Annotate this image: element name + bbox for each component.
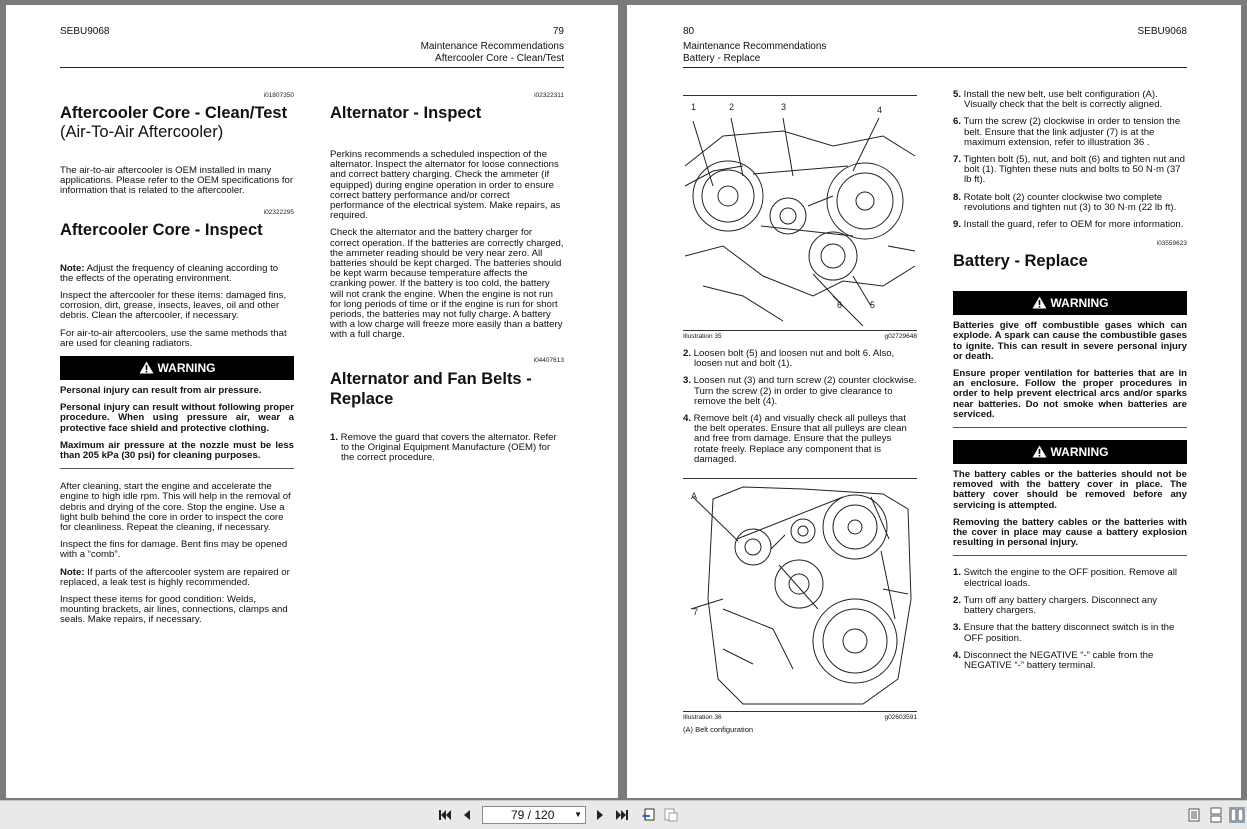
engine-belt-drawing xyxy=(683,96,917,330)
callout-2: 2 xyxy=(729,102,735,112)
section-title: Alternator - Inspect xyxy=(330,104,482,122)
section-title: Aftercooler Core - Inspect xyxy=(60,220,263,239)
warning-text: Maximum air pressure at the nozzle must be less than 205 kPa (30 psi) for cleaning purposes. xyxy=(60,439,294,462)
note-paragraph xyxy=(60,264,294,284)
warning-triangle-icon xyxy=(1032,296,1047,309)
continuous-view-icon xyxy=(1208,807,1224,823)
procedure-step xyxy=(953,117,1187,148)
next-page-button[interactable] xyxy=(592,807,608,823)
go-forward-icon xyxy=(663,807,679,823)
step-number: 2. xyxy=(953,594,962,606)
note-text: If parts of the aftercooler system are repaired or replaced, a leak test is highly recommended. xyxy=(60,566,290,588)
procedure-step xyxy=(330,433,564,464)
doc-ref-id: i02322311 xyxy=(534,92,564,99)
step-text: Turn off any battery chargers. Disconnect any battery chargers. xyxy=(961,594,1158,617)
procedure-step xyxy=(953,651,1187,671)
callout-4: 4 xyxy=(877,105,883,115)
page-indicator: 79 / 120 xyxy=(511,808,555,822)
step-number: 5. xyxy=(953,89,962,100)
page-80 xyxy=(627,5,1241,798)
warning-text: Batteries give off combustible gases which can explode. A spark can cause the combustible gases to ignite. This can result in severe personal injury or death. xyxy=(953,320,1187,362)
step-number: 4. xyxy=(683,413,692,425)
paragraph: Inspect these items for good condition: Welds, mounting brackets, air lines, connections, clamps and seals. Make repairs, if necessary. xyxy=(60,594,288,626)
section-title xyxy=(60,104,294,142)
procedure-step xyxy=(683,349,917,369)
caption-label: Illustration 35 xyxy=(683,333,722,340)
paragraph: Inspect the aftercooler for these items: damaged fins, corrosion, dirt, grease, insects, leaves, oil and other debris. Clean the aftercooler, if necessary. xyxy=(60,290,287,322)
step-text: Install the guard, refer to OEM for more information. xyxy=(961,219,1184,231)
last-page-button[interactable] xyxy=(614,807,630,823)
next-page-icon xyxy=(592,807,608,823)
callout-7: 7 xyxy=(693,607,699,618)
doc-id: SEBU9068 xyxy=(60,26,110,37)
page-number-select[interactable] xyxy=(482,806,586,824)
header-section: Maintenance Recommendations xyxy=(683,41,827,52)
procedure-step xyxy=(953,220,1187,230)
paragraph: After cleaning, start the engine and accelerate the engine to high idle rpm. This will help in the removal of debris and drying of the core. Stop the engine. Use a light bulb behind the core in order to inspect the core for cleanliness. Repeat the cleaning, if necessary. xyxy=(60,481,291,534)
facing-pages-button[interactable] xyxy=(1229,807,1245,823)
callout-6: 6 xyxy=(837,300,843,310)
left-column-2 xyxy=(330,92,564,470)
doc-ref-id: i02322295 xyxy=(263,208,294,216)
step-text: Rotate bolt (2) counter clockwise two complete revolutions and tighten nut (3) to 30 N·m (22 lb ft). xyxy=(961,191,1177,213)
first-page-button[interactable] xyxy=(437,807,453,823)
go-forward-button[interactable] xyxy=(663,807,679,823)
paragraph: Perkins recommends a scheduled inspection of the alternator. Inspect the alternator for loose connections and correct battery charging. Check the ammeter (if equipped) during engine operation in order to ensure correct battery performance and/or correct performance of the electrical system. Make repairs, as required. xyxy=(330,149,561,222)
note-label: Note: xyxy=(60,262,85,274)
step-number: 2. xyxy=(683,348,692,359)
section-title: Battery - Replace xyxy=(953,252,1088,271)
warning-text: Removing the battery cables or the batteries with the cover in place may cause a battery explosion resulting in personal injury. xyxy=(953,516,1187,549)
step-text: Remove the guard that covers the alternator. Refer to the Original Equipment Manufacture (OEM) for the correct procedure. xyxy=(338,431,557,464)
step-text: Loosen nut (3) and turn screw (2) counter clockwise. Turn the screw (2) in order to give clearance to remove the belt (4). xyxy=(691,375,917,407)
left-column-1 xyxy=(60,92,294,633)
header-topic: Aftercooler Core - Clean/Test xyxy=(435,53,564,64)
warning-triangle-icon xyxy=(139,361,154,374)
step-text: Tighten bolt (5), nut, and bolt (6) and tighten nut and bolt (1). Tighten these nuts and bolts to 50 N·m (37 lb ft). xyxy=(961,154,1186,186)
step-number: 6. xyxy=(953,116,962,128)
procedure-step xyxy=(683,414,917,465)
warning-banner xyxy=(953,291,1187,315)
caption-label: Illustration 36 xyxy=(683,714,722,722)
step-text: Install the new belt, use belt configuration (A). Visually check that the belt is correctly aligned. xyxy=(961,89,1163,111)
note-paragraph xyxy=(60,568,294,588)
warning-end-rule xyxy=(60,468,294,469)
viewer-toolbar xyxy=(0,800,1247,829)
callout-a: A xyxy=(691,491,698,502)
step-number: 3. xyxy=(683,375,692,387)
doc-ref-id: i01807350 xyxy=(263,92,294,99)
doc-ref-id: i03559623 xyxy=(1156,240,1187,248)
step-number: 1. xyxy=(953,567,962,579)
caption-code: g02603591 xyxy=(884,714,917,722)
warning-label: WARNING xyxy=(1050,445,1109,460)
belt-configuration-drawing xyxy=(683,479,917,711)
page-number: 80 xyxy=(683,26,695,37)
single-page-view-icon xyxy=(1186,807,1202,823)
section-title-text: Aftercooler Core - Clean/Test xyxy=(60,104,288,122)
warning-label: WARNING xyxy=(157,361,216,376)
right-column-2 xyxy=(953,90,1187,678)
last-page-icon xyxy=(614,807,630,823)
step-text: Loosen bolt (5) and loosen nut and bolt 6. Also, loosen nut and bolt (1). xyxy=(691,348,895,370)
header-section: Maintenance Recommendations xyxy=(420,41,564,52)
caption-code: g02729648 xyxy=(884,333,917,340)
note-label: Note: xyxy=(60,566,85,578)
step-number: 7. xyxy=(953,154,962,166)
procedure-step xyxy=(953,596,1187,616)
procedure-step xyxy=(953,568,1187,588)
warning-text: Ensure proper ventilation for batteries that are in an enclosure. Follow the proper procedures in order to help prevent electrical arcs and/or sparks near batteries. Do not smoke when batteries are serviced. xyxy=(953,368,1187,420)
figure-legend: (A) Belt configuration xyxy=(683,725,754,735)
header-rule xyxy=(60,67,564,68)
section-title: Alternator and Fan Belts - Replace xyxy=(330,369,532,408)
header-rule xyxy=(683,67,1187,68)
right-column-1 xyxy=(683,95,917,734)
warning-banner xyxy=(60,356,294,380)
step-text: Disconnect the NEGATIVE “-” cable from the NEGATIVE “-” battery terminal. xyxy=(961,649,1154,671)
warning-end-rule xyxy=(953,555,1187,556)
step-number: 1. xyxy=(330,431,339,443)
figure-caption xyxy=(683,333,917,341)
procedure-step xyxy=(953,90,1187,110)
warning-text: Personal injury can result from air pressure. xyxy=(60,385,262,397)
warning-triangle-icon xyxy=(1032,445,1047,458)
header-topic: Battery - Replace xyxy=(683,53,761,64)
paragraph: The air-to-air aftercooler is OEM installed in many applications. Please refer to the OEM specifications for information that is related to the aftercooler. xyxy=(60,165,294,197)
step-text: Remove belt (4) and visually check all pulleys that the belt operates. Ensure that all pulleys are clean and free from damage. Ensure that the pulleys rotate freely. Replace any component that is damaged. xyxy=(691,413,907,465)
first-page-icon xyxy=(437,807,453,823)
facing-pages-icon xyxy=(1230,808,1244,822)
procedure-step xyxy=(953,623,1187,643)
previous-page-icon xyxy=(459,807,475,823)
step-number: 8. xyxy=(953,191,962,203)
illustration-36 xyxy=(683,478,917,712)
continuous-view-button[interactable] xyxy=(1208,807,1224,823)
go-back-button[interactable] xyxy=(640,807,656,823)
paragraph: Inspect the fins for damage. Bent fins may be opened with a “comb”. xyxy=(60,539,288,561)
go-back-icon xyxy=(640,807,656,823)
previous-page-button[interactable] xyxy=(459,807,475,823)
callout-3: 3 xyxy=(781,102,787,112)
procedure-step xyxy=(953,155,1187,186)
figure-caption xyxy=(683,714,917,722)
step-text: Switch the engine to the OFF position. Remove all electrical loads. xyxy=(961,567,1177,589)
paragraph: Check the alternator and the battery charger for correct operation. If the batteries are correctly charged, the ammeter reading should be very near zero. All batteries should be kept charged. The batteries should be kept warm because temperature affects the cranking power. If the battery is too cold, the battery will not crank the engine. When the engine is not run for long periods of time or if the engine is run for short periods, the batteries may not fully charge. A battery with a low charge will freeze more easily than a battery with a full charge. xyxy=(330,227,564,341)
warning-banner xyxy=(953,440,1187,464)
doc-ref-id: i04407613 xyxy=(533,356,564,364)
page-79 xyxy=(6,5,618,798)
warning-text: Personal injury can result without following proper procedure. When using pressure air, wear a protective face shield and protective clothing. xyxy=(60,402,294,434)
warning-label: WARNING xyxy=(1050,296,1109,311)
section-subtitle: (Air-To-Air Aftercooler) xyxy=(60,123,224,141)
step-text: Turn the screw (2) clockwise in order to tension the belt. Ensure that the link adjuster (7) is at the maximum extension, refer to illustration 36 . xyxy=(961,116,1181,148)
step-text: Ensure that the battery disconnect switch is in the OFF position. xyxy=(961,622,1175,644)
warning-end-rule xyxy=(953,427,1187,428)
step-number: 4. xyxy=(953,649,962,661)
procedure-step xyxy=(683,376,917,407)
callout-5: 5 xyxy=(870,300,876,310)
chevron-down-icon: ▼ xyxy=(574,810,582,819)
illustration-35 xyxy=(683,95,917,331)
doc-id: SEBU9068 xyxy=(1137,26,1187,37)
step-number: 3. xyxy=(953,622,962,634)
note-text: Adjust the frequency of cleaning according to the effects of the operating environment. xyxy=(60,262,279,284)
step-number: 9. xyxy=(953,219,962,231)
warning-text: The battery cables or the batteries should not be removed with the battery cover in place. The battery cover should be removed before any servicing is attempted. xyxy=(953,469,1187,511)
page-number: 79 xyxy=(552,26,564,37)
callout-1: 1 xyxy=(691,102,697,112)
procedure-step xyxy=(953,193,1187,213)
single-page-view-button[interactable] xyxy=(1186,807,1202,823)
paragraph: For air-to-air aftercoolers, use the same methods that are used for cleaning radiators. xyxy=(60,327,287,349)
